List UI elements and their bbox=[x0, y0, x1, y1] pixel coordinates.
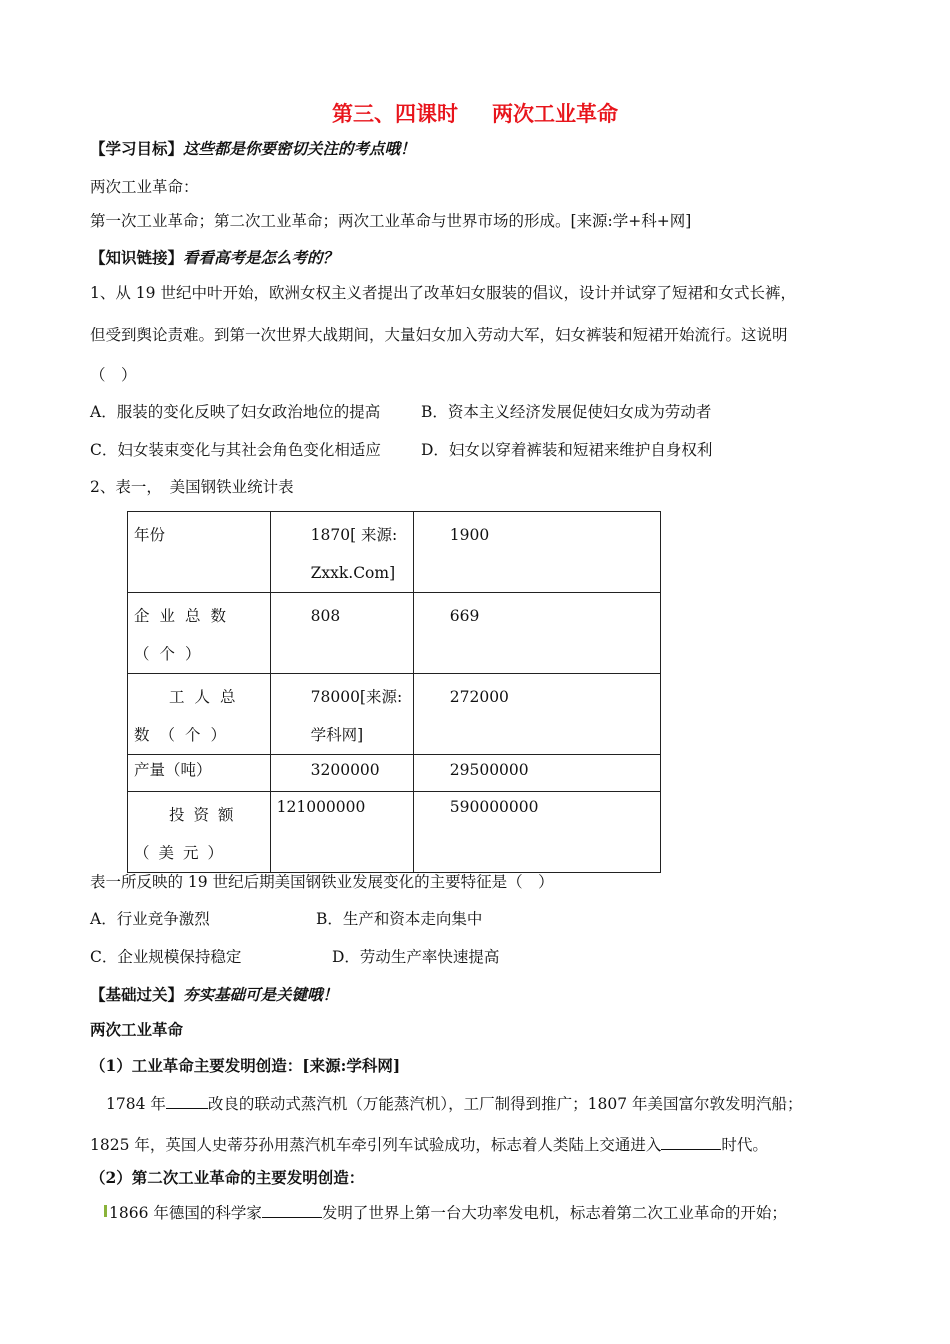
goals-line-2: 第一次工业革命；第二次工业革命；两次工业革命与世界市场的形成。[来源:学+科+网] bbox=[90, 212, 692, 230]
q1-option-a: A．服装的变化反映了妇女政治地位的提高 bbox=[90, 403, 381, 421]
link-hint: 看看高考是怎么考的？ bbox=[183, 248, 339, 267]
table-row bbox=[128, 674, 661, 755]
page-title bbox=[0, 98, 950, 128]
q2-option-a: A．行业竞争激烈 bbox=[90, 910, 210, 928]
q2-option-c: C．企业规模保持稳定 bbox=[90, 948, 242, 966]
table-cell-value: 272000 bbox=[413, 674, 660, 755]
table-cell-value: 669 bbox=[413, 593, 660, 674]
row-label-enterprises: 企业总数（个） bbox=[134, 607, 237, 663]
table-cell-value: 590000000 bbox=[413, 792, 660, 873]
table-cell-year-label: 年份 bbox=[128, 512, 271, 593]
q2-option-d: D．劳动生产率快速提高 bbox=[332, 948, 500, 966]
table-cell-1870-header: 1870[ 来源:Zxxk.Com] bbox=[270, 512, 413, 593]
table-row bbox=[128, 792, 661, 873]
para-2-end: 时代。 bbox=[721, 1136, 768, 1154]
title-part-2: 两次工业革命 bbox=[492, 102, 618, 126]
link-heading bbox=[90, 248, 338, 268]
title-part-1: 第三、四课时 bbox=[332, 102, 458, 126]
basic-label: 【基础过关】 bbox=[90, 985, 184, 1004]
table-cell-value: 29500000 bbox=[413, 755, 660, 792]
basic-sub-2: （2）第二次工业革命的主要发明创造： bbox=[90, 1168, 365, 1187]
steel-industry-table bbox=[127, 511, 661, 873]
q1-line-2: 但受到舆论责难。到第一次世界大战期间，大量妇女加入劳动大军，妇女裤装和短裙开始流行。这说明 bbox=[90, 326, 788, 344]
fill-blank bbox=[166, 1092, 208, 1109]
goals-hint: 这些都是你要密切关注的考点哦！ bbox=[183, 139, 416, 158]
basic-para-2 bbox=[90, 1133, 768, 1155]
para-1-end: 改良的联动式蒸汽机（万能蒸汽机），工厂制得到推广；1807 年美国富尔敦发明汽船； bbox=[207, 1095, 803, 1113]
table-cell-label bbox=[128, 593, 271, 674]
basic-sub-1: （1）工业革命主要发明创造：[来源:学科网] bbox=[90, 1056, 401, 1075]
q1-option-b: B．资本主义经济发展促使妇女成为劳动者 bbox=[421, 403, 712, 421]
fill-blank bbox=[661, 1133, 721, 1150]
table-row bbox=[128, 755, 661, 792]
row-label-investment: 投资额（美元） bbox=[134, 806, 243, 862]
table-cell-value: 121000000 bbox=[270, 792, 413, 873]
row-label-workers: 工人总数（个） bbox=[134, 688, 246, 744]
q2-option-b: B．生产和资本走向集中 bbox=[316, 910, 483, 928]
basic-para-3 bbox=[109, 1201, 787, 1223]
table-cell-value: 78000[来源:学科网] bbox=[270, 674, 413, 755]
q1-option-d: D．妇女以穿着裤装和短裙来维护自身权利 bbox=[421, 441, 713, 459]
para-3-start: 1866 年德国的科学家 bbox=[109, 1204, 262, 1222]
goals-heading bbox=[90, 139, 416, 159]
q2-stem: 表一所反映的 19 世纪后期美国钢铁业发展变化的主要特征是（ ） bbox=[90, 873, 554, 891]
goals-label: 【学习目标】 bbox=[90, 139, 184, 158]
q1-answer-paren: （ ） bbox=[90, 366, 137, 384]
basic-heading bbox=[90, 985, 338, 1005]
table-cell-label: 产量（吨） bbox=[128, 755, 271, 792]
table-cell-1900-header: 1900 bbox=[413, 512, 660, 593]
q2-intro: 2、表一， 美国钢铁业统计表 bbox=[90, 478, 294, 496]
table-cell-value: 3200000 bbox=[270, 755, 413, 792]
basic-hint: 夯实基础可是关键哦！ bbox=[183, 985, 339, 1004]
goals-line-1: 两次工业革命： bbox=[90, 178, 199, 196]
para-3-end: 发明了世界上第一台大功率发电机，标志着第二次工业革命的开始； bbox=[321, 1204, 787, 1222]
table-cell-value: 808 bbox=[270, 593, 413, 674]
basic-para-1 bbox=[106, 1092, 803, 1114]
para-1-start: 1784 年 bbox=[106, 1095, 166, 1113]
q1-line-1: 1、从 19 世纪中叶开始，欧洲女权主义者提出了改革妇女服装的倡议，设计并试穿了短裙和女式长裤， bbox=[90, 284, 796, 302]
table-row bbox=[128, 593, 661, 674]
table-row bbox=[128, 512, 661, 593]
table-cell-label bbox=[128, 792, 271, 873]
link-label: 【知识链接】 bbox=[90, 248, 184, 267]
table-cell-label bbox=[128, 674, 271, 755]
q1-option-c: C．妇女装束变化与其社会角色变化相适应 bbox=[90, 441, 381, 459]
fill-blank bbox=[262, 1201, 322, 1218]
margin-mark bbox=[104, 1205, 107, 1217]
para-2-start: 1825 年，英国人史蒂芬孙用蒸汽机车牵引列车试验成功，标志着人类陆上交通进入 bbox=[90, 1136, 662, 1154]
basic-section-heading: 两次工业革命 bbox=[90, 1020, 184, 1039]
